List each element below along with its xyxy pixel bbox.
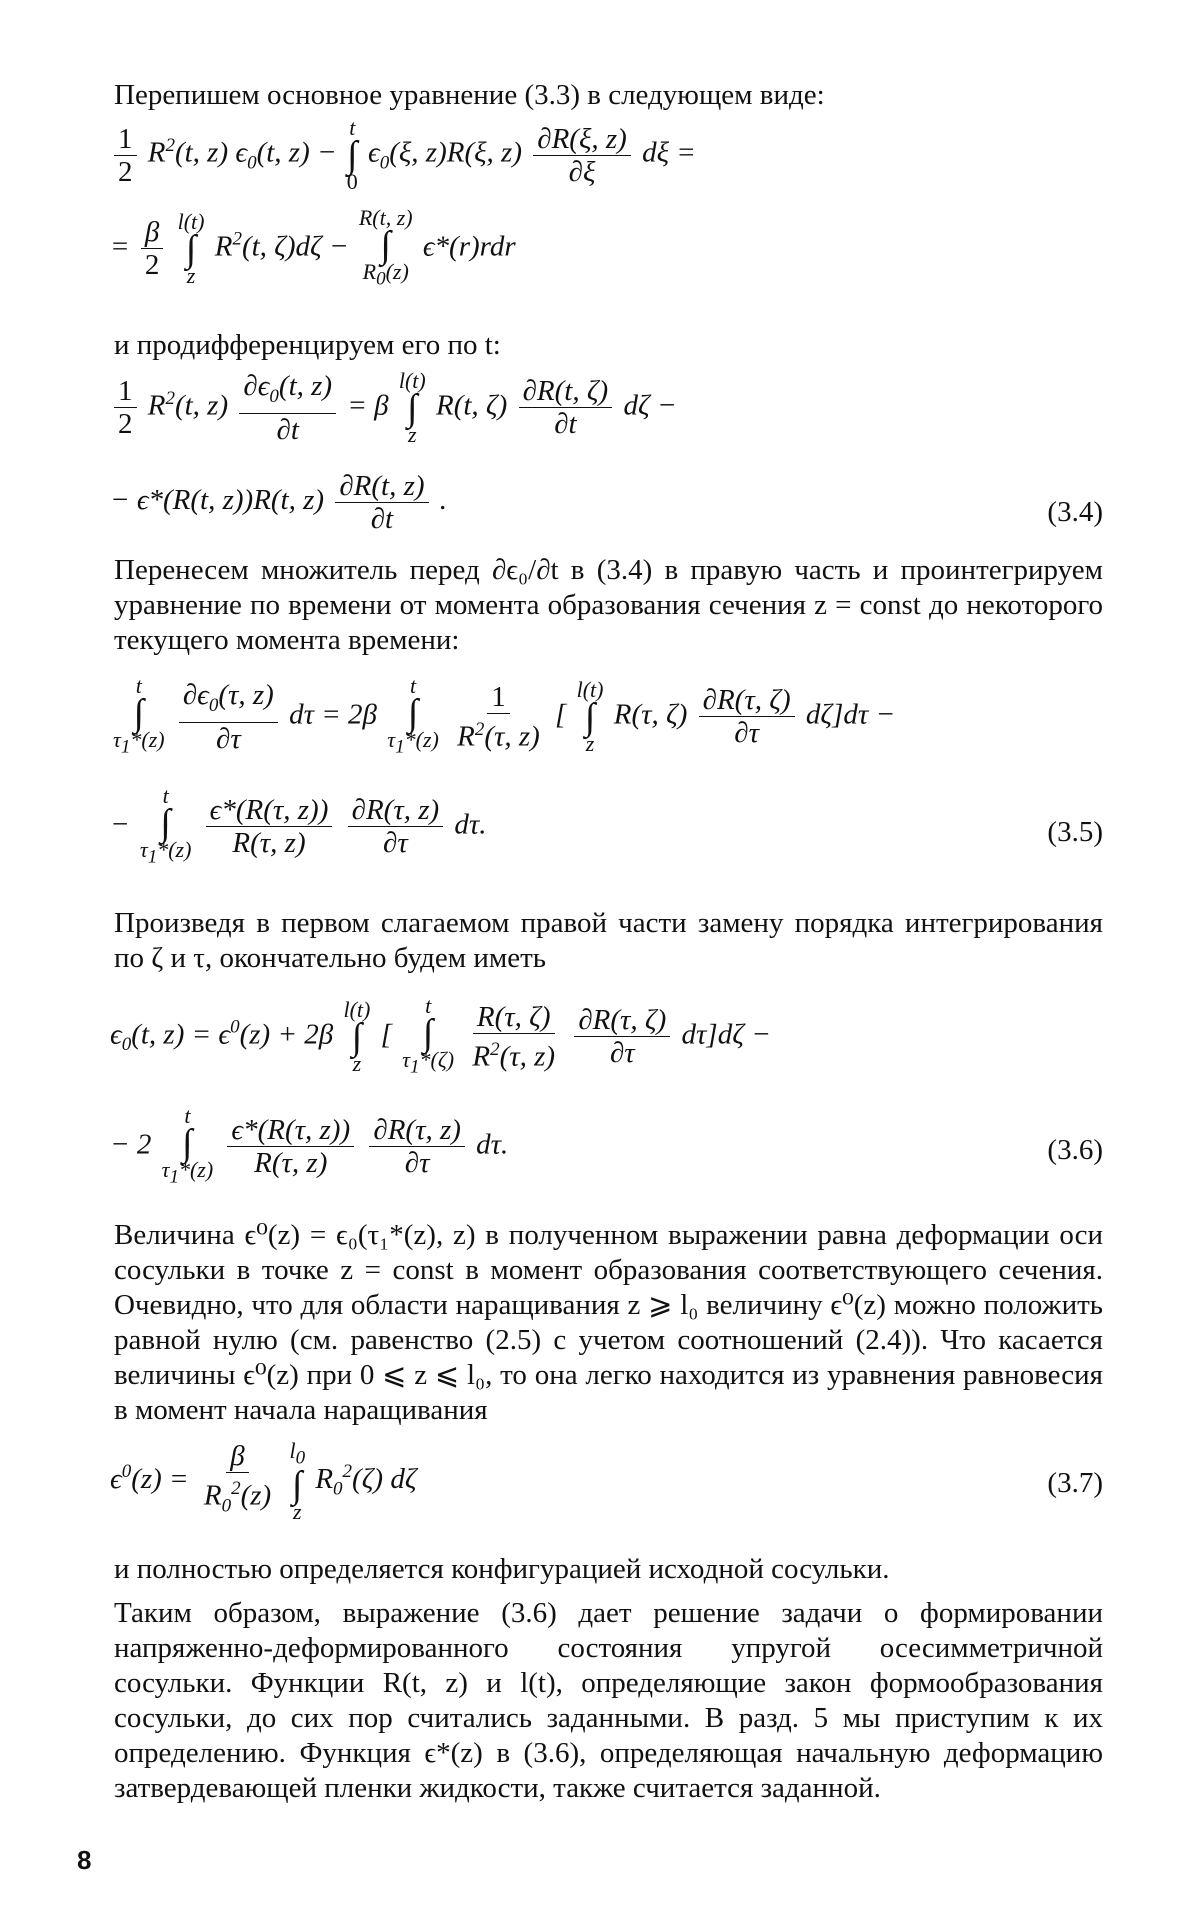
equation-number-36: (3.6) (1047, 1134, 1103, 1166)
paragraph-differentiate: и продифференцируем его по t: (114, 329, 501, 361)
paragraph-intro: Перепишем основное уравнение (3.3) в следующем виде: (114, 79, 825, 111)
equation-number-34: (3.4) (1047, 496, 1103, 528)
equation-35-line1: t ∫ $\tau_1*(z)$ $\frac{\partial\epsilon_0(\tau, z)}{\partial\tau}$ dτ = 2β t ∫ $\tau_1*(z)$ $\frac{1}{R^2(\tau, z)}$ [ l(t) ∫ z R(τ, ζ) $\frac{\partial R(\tau, \zeta)}{\partial\tau}$ dζ]dτ − (113, 673, 896, 758)
paragraph-configuration: и полностью определяется конфигурацией исходной сосульки. (114, 1553, 890, 1585)
page-number: 8 (77, 1845, 92, 1875)
equation-37: $\epsilon^0(z)$ = $\frac{\beta}{R_0^2(z)}$ $l_0$ ∫ z $R_0^2(\zeta)$ dζ (110, 1437, 417, 1524)
equation-33-line2: = $\frac{\beta}{2}$ l(t) ∫ z $R^2(t$, ζ)dζ − R(t, z) ∫ $R_0(z)$ ϵ*(r)rdr (110, 205, 516, 290)
paragraph-conclusion: Таким образом, выражение (3.6) дает решение задачи о формировании напряженно-деформированного состояния упругой осесимметричной сосульки. Функции R(t, z) и l(t), определяющие закон формообразования сосульки, до сих пор считались заданными. В разд. 5 мы приступим к их определению. Функция ϵ*(z) в (3.6), определяющая начальную деформацию затвердевающей пленки жидкости, также считается заданной. (114, 1597, 1103, 1804)
equation-35-line2: − t ∫ $\tau_1*(z)$ $\frac{\epsilon*(R(\tau, z))}{R(\tau, z)}$ $\frac{\partial R(\tau, z)}{\partial\tau}$ dτ. (110, 783, 487, 868)
equation-34-line1: $\frac{1}{2}$ $R^2(t$, z) $\frac{\partial\epsilon_0(t, z)}{\partial t}$ = β l(t) ∫ z R(t, ζ) $\frac{\partial R(t, \zeta)}{\partial t}$ dζ − (110, 370, 1110, 446)
paragraph-integrate: Перенесем множитель перед ∂ϵ₀/∂t в (3.4) в правую часть и проинтегрируем уравнение по времени от момента образования сечения z = const до некоторого текущего момента времени: (114, 554, 1103, 656)
equation-36-line1: $\epsilon_0(t$, $z) = \epsilon^0(z) + 2\beta$ l(t) ∫ z [ t ∫ $\tau_1*(\zeta)$ $\frac{R(\tau, \zeta)}{R^2(\tau, z)}$ $\frac{\partial R(\tau, \zeta)}{\partial\tau}$ dτ]dζ − (110, 993, 771, 1078)
paragraph-change-order: Произведя в первом слагаемом правой части замену порядка интегрирования по ζ и τ, окончательно будем иметь (114, 907, 1103, 974)
equation-33-line1: $\frac{1}{2}$ $R^2(t$, z) $\epsilon_0(t$, z) − t ∫ 0 $\epsilon_0(\xi$, z)R(ξ, z) $\frac{\partial R(\xi, z)}{\partial\xi}$ dξ = (110, 118, 1110, 192)
paragraph-magnitude: Величина ϵ⁰(z) = ϵ₀(τ₁*(z), z) в полученном выражении равна деформации оси сосульки в точке z = const в момент образования соответствующего сечения. Очевидно, что для области наращивания z ⩾ l₀ величину ϵ⁰(z) можно положить равной нулю (см. равенство (2.5) с учетом соотношений (2.4)). Что касается величины ϵ⁰(z) при 0 ⩽ z ⩽ l₀, то она легко находится из уравнения равновесия в момент начала наращивания (114, 1219, 1103, 1426)
equation-number-37: (3.7) (1047, 1467, 1103, 1499)
equation-34-line2: − ϵ*(R(t, z))R(t, z) $\frac{\partial R(t, z)}{\partial t}$ . (110, 470, 448, 535)
equation-36-line2: − 2 t ∫ $\tau_1*(z)$ $\frac{\epsilon*(R(\tau, z))}{R(\tau, z)}$ $\frac{\partial R(\tau, z)}{\partial\tau}$ dτ. (110, 1103, 509, 1188)
equation-number-35: (3.5) (1047, 816, 1103, 848)
